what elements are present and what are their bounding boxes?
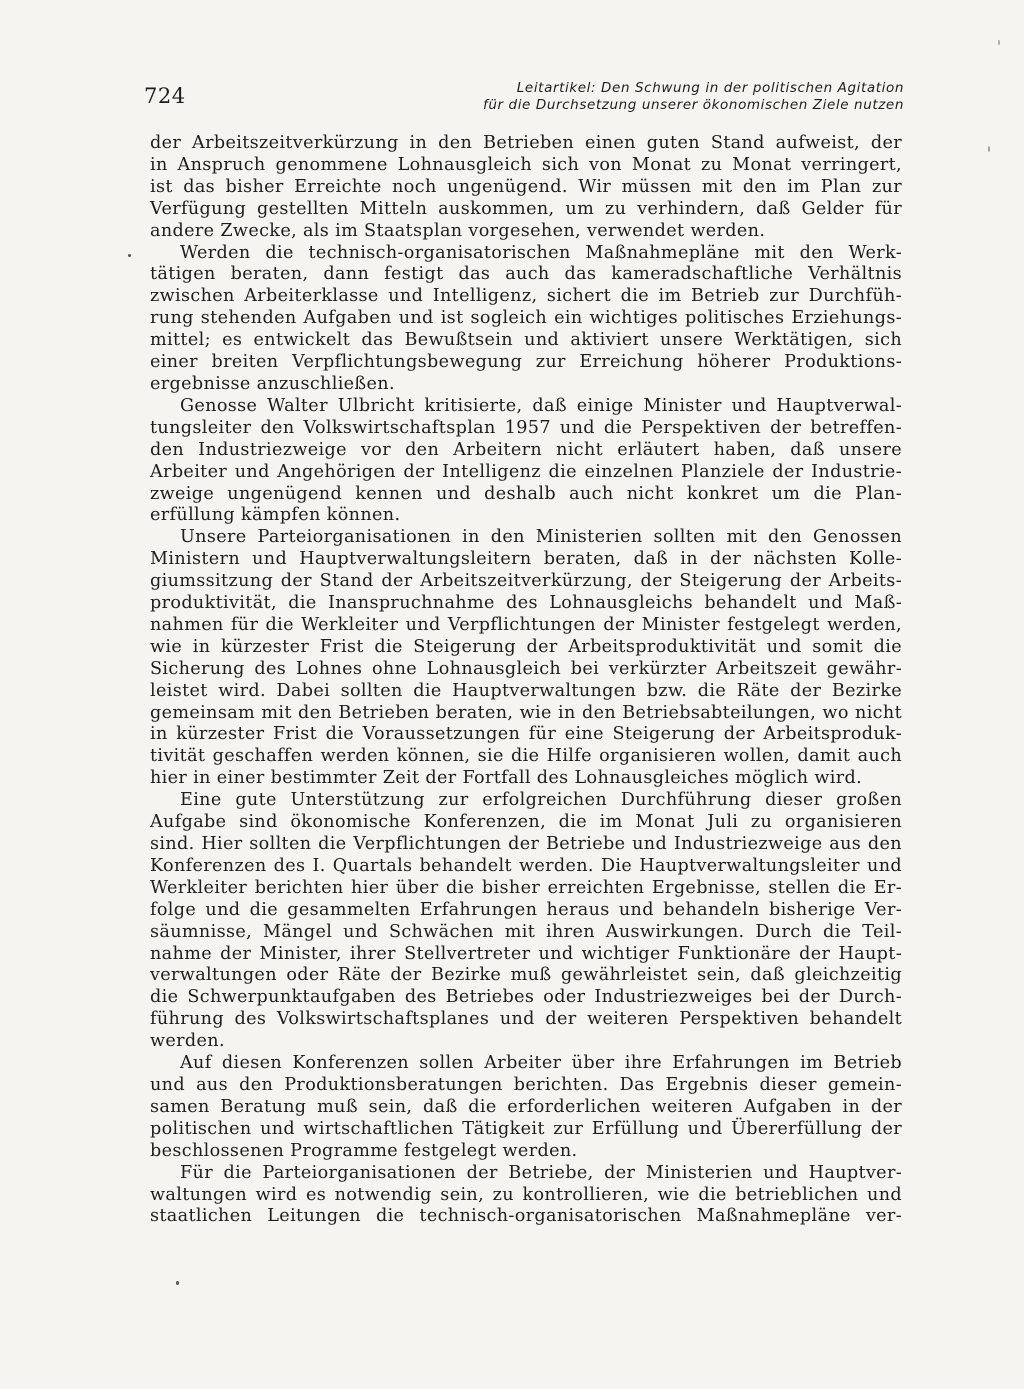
text-line: die Schwerpunktaufgaben des Betriebes oder Industriezweiges bei der Durch- — [150, 987, 902, 1008]
text-line: Werkleiter berichten hier über die bisher erreichten Ergebnisse, stellen die Er- — [150, 877, 902, 898]
text-line: tungsleiter den Volkswirtschaftsplan 1957 und die Perspektiven der betreffen- — [150, 417, 902, 438]
text-line: samen Beratung muß sein, daß die erforderlichen weiteren Aufgaben in der — [150, 1096, 902, 1117]
text-line: giumssitzung der Stand der Arbeitszeitverkürzung, der Steigerung der Arbeits- — [150, 571, 902, 592]
text-line: mittel; es entwickelt das Bewußtsein und aktiviert unsere Werktätigen, sich — [150, 330, 902, 351]
text-line: verwaltungen oder Räte der Bezirke muß gewährleistet sein, daß gleichzeitig — [150, 965, 902, 986]
text-line: tivität geschaffen werden können, sie die Hilfe organisieren wollen, damit auch — [150, 746, 902, 767]
text-line: nahme der Minister, ihrer Stellvertreter und wichtiger Funktionäre der Haupt- — [150, 943, 902, 964]
text-line: Für die Parteiorganisationen der Betriebe, der Ministerien und Hauptver- — [180, 1162, 902, 1183]
text-line: führung des Volkswirtschaftsplanes und der weiteren Perspektiven behandelt — [150, 1009, 902, 1030]
text-line: Ministern und Hauptverwaltungsleitern beraten, daß in der nächsten Kolle- — [150, 549, 902, 570]
text-line: ist das bisher Erreichte noch ungenügend. Wir müssen mit den im Plan zur — [150, 176, 902, 197]
text-line: gemeinsam mit den Betrieben beraten, wie in den Betriebsabteilungen, wo nicht — [150, 702, 902, 723]
text-line: Verfügung gestellten Mitteln auskommen, um zu verhindern, daß Gelder für — [150, 198, 902, 219]
text-line: zweige ungenügend kennen und deshalb auch nicht konkret um die Plan- — [150, 483, 902, 504]
text-line: ergebnisse anzuschließen. — [150, 373, 395, 394]
text-line: säumnisse, Mängel und Schwächen mit ihren Auswirkungen. Durch die Teil- — [150, 921, 902, 942]
text-line: zwischen Arbeiterklasse und Intelligenz, sichert die im Betrieb zur Durchfüh- — [150, 286, 902, 307]
text-line: folge und die gesammelten Erfahrungen heraus und behandeln bisherige Ver- — [150, 899, 902, 920]
scan-speck — [176, 1281, 179, 1285]
paragraph — [150, 396, 902, 527]
text-line: leistet wird. Dabei sollten die Hauptverwaltungen bzw. die Räte der Bezirke — [150, 680, 902, 701]
text-line: Unsere Parteiorganisationen in den Ministerien sollten mit den Genossen — [180, 527, 902, 548]
text-line: Werden die technisch-organisatorischen Maßnahmepläne mit den Werk- — [180, 242, 902, 263]
text-line: Arbeiter und Angehörigen der Intelligenz die einzelnen Planziele der Industrie- — [150, 461, 902, 482]
text-line: den Industriezweige vor den Arbeitern nicht erläutert haben, daß unsere — [150, 439, 902, 460]
text-line: Konferenzen des I. Quartals behandelt werden. Die Hauptverwaltungsleiter und — [150, 855, 902, 876]
paragraph — [150, 1163, 902, 1229]
text-line: Auf diesen Konferenzen sollen Arbeiter über ihre Erfahrungen im Betrieb — [180, 1053, 902, 1074]
running-title-line-2: für die Durchsetzung unserer ökonomischen Ziele nutzen — [482, 97, 904, 113]
text-line: und aus den Produktionsberatungen berichten. Das Ergebnis dieser gemein- — [150, 1074, 902, 1095]
text-line: Genosse Walter Ulbricht kritisierte, daß einige Minister und Hauptverwal- — [180, 395, 902, 416]
article-body — [150, 133, 902, 1228]
scan-speck — [128, 254, 131, 257]
text-line: einer breiten Verpflichtungsbewegung zur Erreichung höherer Produktions- — [150, 352, 902, 373]
running-title — [483, 80, 904, 114]
paragraph — [150, 527, 902, 790]
text-line: der Arbeitszeitverkürzung in den Betrieben einen guten Stand aufweist, der — [150, 133, 902, 153]
text-line: wie in kürzester Frist die Steigerung der Arbeitsproduktivität und somit die — [150, 636, 902, 657]
text-line: Eine gute Unterstützung zur erfolgreichen Durchführung dieser großen — [180, 790, 902, 811]
text-line: in Anspruch genommene Lohnausgleich sich von Monat zu Monat verringert, — [150, 154, 902, 175]
paragraph — [150, 790, 902, 1053]
text-line: politischen und wirtschaftlichen Tätigkeit zur Erfüllung und Übererfüllung der — [150, 1118, 902, 1139]
text-line: in kürzester Frist die Voraussetzungen für eine Steigerung der Arbeitsproduk- — [150, 724, 902, 745]
page-header — [144, 80, 904, 120]
text-line: erfüllung kämpfen können. — [150, 505, 401, 526]
paragraph — [150, 133, 902, 243]
text-line: Sicherung des Lohnes ohne Lohnausgleich bei verkürzter Arbeitszeit gewähr- — [150, 658, 902, 679]
page-number: 724 — [144, 84, 186, 108]
paragraph — [150, 243, 902, 396]
text-line: werden. — [150, 1031, 225, 1052]
text-line: produktivität, die Inanspruchnahme des Lohnausgleichs behandelt und Maß- — [150, 593, 902, 614]
paragraph — [150, 1053, 902, 1163]
text-line: nahmen für die Werkleiter und Verpflichtungen der Minister festgelegt werden, — [150, 614, 902, 635]
text-line: andere Zwecke, als im Staatsplan vorgesehen, verwendet werden. — [150, 220, 766, 241]
text-line: rung stehenden Aufgaben und ist sogleich ein wichtiges politisches Erziehungs- — [150, 308, 902, 329]
text-line: staatlichen Leitungen die technisch-organisatorischen Maßnahmepläne ver- — [150, 1206, 902, 1227]
text-line: sind. Hier sollten die Verpflichtungen der Betriebe und Industriezweige aus den — [150, 834, 902, 854]
scan-speck — [988, 146, 990, 152]
text-line: beschlossenen Programme festgelegt werden. — [150, 1140, 578, 1161]
running-title-line-1: Leitartikel: Den Schwung in der politischen Agitation — [516, 80, 904, 96]
text-line: hier in einer bestimmter Zeit der Fortfall des Lohnausgleiches möglich wird. — [150, 768, 863, 789]
text-line: tätigen beraten, dann festigt das auch das kameradschaftliche Verhältnis — [150, 264, 902, 285]
text-line: waltungen wird es notwendig sein, zu kontrollieren, wie die betrieblichen und — [150, 1184, 902, 1205]
scan-speck — [998, 40, 1000, 45]
text-line: Aufgabe sind ökonomische Konferenzen, die im Monat Juli zu organisieren — [150, 812, 902, 833]
